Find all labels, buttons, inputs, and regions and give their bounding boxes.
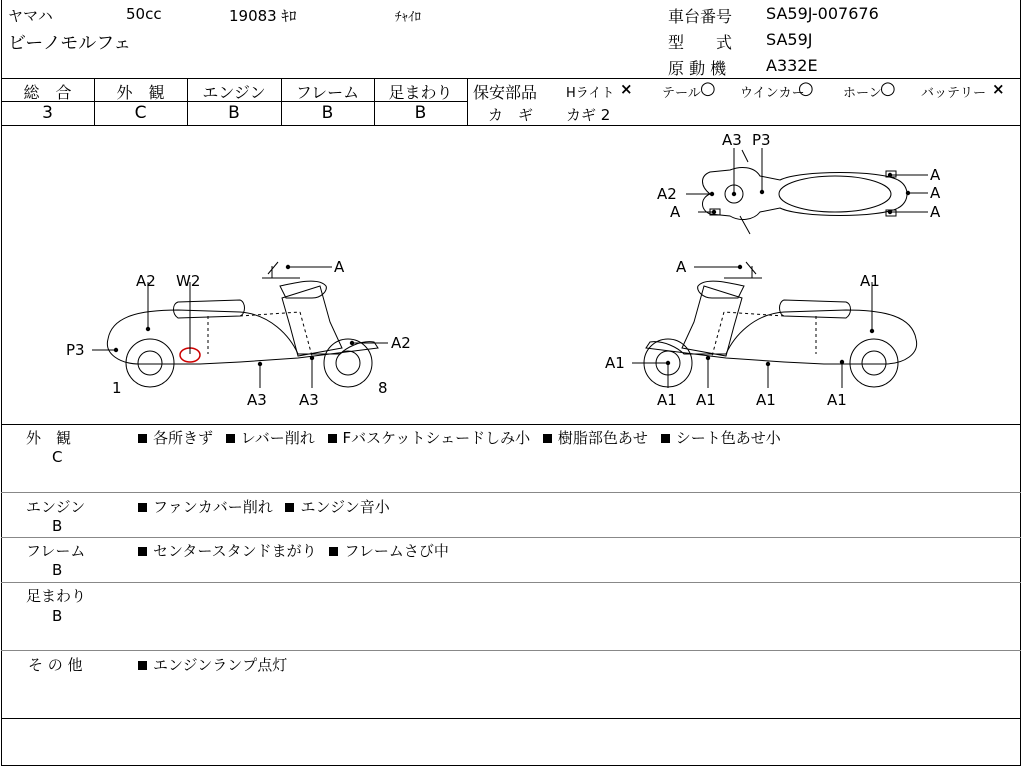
mark-left-a2-front: A2 bbox=[391, 334, 411, 352]
divider bbox=[1, 424, 1021, 425]
winker-mark: ○ bbox=[798, 78, 814, 99]
note-label-suspension: 足まわり bbox=[26, 587, 87, 605]
horn-label: ホーン bbox=[843, 86, 882, 101]
bullet-icon bbox=[138, 503, 147, 512]
mark-right-a1-wheel: A1 bbox=[657, 391, 677, 409]
mileage: 19083 ｷﾛ bbox=[229, 7, 297, 25]
headlight-mark: × bbox=[620, 80, 633, 98]
note-items-exterior bbox=[138, 427, 781, 448]
bullet-icon bbox=[138, 434, 147, 443]
note-items-engine bbox=[138, 496, 390, 517]
note-grade-exterior: C bbox=[52, 448, 63, 466]
horn-mark: ○ bbox=[880, 78, 896, 99]
safety-label: 保安部品 bbox=[473, 83, 538, 102]
divider bbox=[467, 78, 468, 125]
exterior-grade-label: 外 観 bbox=[116, 83, 165, 102]
bullet-icon bbox=[285, 503, 294, 512]
bullet-icon bbox=[138, 547, 147, 556]
note-grade-engine: B bbox=[52, 517, 63, 535]
displacement: 50cc bbox=[126, 5, 162, 23]
mark-top-a3: A3 bbox=[722, 131, 742, 149]
mark-right-a1-leg: A1 bbox=[696, 391, 716, 409]
mark-left-1: 1 bbox=[112, 379, 122, 397]
color: ﾁｬｲﾛ bbox=[395, 10, 421, 25]
bullet-icon bbox=[138, 661, 147, 670]
top-leaders bbox=[686, 148, 928, 212]
right-leaders bbox=[632, 267, 872, 388]
note-item: Fバスケットシェードしみ小 bbox=[342, 429, 531, 447]
mark-left-a2-seat: A2 bbox=[136, 272, 156, 290]
mark-left-w2: W2 bbox=[176, 272, 201, 290]
mark-top-a-rear3: A bbox=[930, 203, 941, 221]
note-item: シート色あせ小 bbox=[675, 429, 781, 447]
battery-mark: × bbox=[992, 80, 1005, 98]
suspension-grade-label: 足まわり bbox=[388, 83, 453, 102]
model-name: ビーノモルフェ bbox=[8, 33, 132, 54]
bullet-icon bbox=[543, 434, 552, 443]
engine-grade: B bbox=[228, 103, 240, 123]
note-item: センタースタンドまがり bbox=[153, 542, 317, 560]
bullet-icon bbox=[328, 434, 337, 443]
engine-label: 原 動 機 bbox=[668, 59, 727, 78]
mark-right-a-mirror: A bbox=[676, 258, 687, 276]
bullet-icon bbox=[329, 547, 338, 556]
total-grade: 3 bbox=[42, 103, 53, 123]
type: SA59J bbox=[766, 30, 813, 49]
mark-right-a1-seat: A1 bbox=[860, 272, 880, 290]
note-item: 樹脂部色あせ bbox=[557, 429, 648, 447]
note-item: ファンカバー削れ bbox=[153, 498, 273, 516]
mark-right-a1-front: A1 bbox=[605, 354, 625, 372]
note-label-exterior: 外 観 bbox=[26, 429, 72, 447]
total-grade-label: 総 合 bbox=[23, 83, 72, 102]
bullet-icon bbox=[226, 434, 235, 443]
note-item: 各所きず bbox=[153, 429, 214, 447]
note-items-other bbox=[138, 654, 287, 675]
mark-left-a3-floor: A3 bbox=[247, 391, 267, 409]
divider bbox=[1, 492, 1021, 493]
mark-top-p3: P3 bbox=[752, 131, 771, 149]
mark-left-a-mirror: A bbox=[334, 258, 345, 276]
mark-right-a1-rear: A1 bbox=[827, 391, 847, 409]
engine-grade-label: エンジン bbox=[202, 83, 266, 102]
type-label: 型 式 bbox=[668, 33, 733, 52]
frame-grade-label: フレーム bbox=[295, 83, 360, 102]
note-item: エンジン音小 bbox=[300, 498, 390, 516]
suspension-grade: B bbox=[414, 103, 427, 123]
divider bbox=[1, 650, 1021, 651]
frame-no: SA59J-007676 bbox=[766, 4, 879, 23]
mark-top-a-left: A bbox=[670, 203, 681, 221]
note-item: フレームさび中 bbox=[344, 542, 449, 560]
engine: A332E bbox=[766, 56, 818, 75]
divider bbox=[1, 78, 1021, 79]
mark-left-a3-front: A3 bbox=[299, 391, 319, 409]
mark-top-a2: A2 bbox=[657, 185, 677, 203]
winker-label: ウインカー bbox=[740, 86, 805, 101]
note-label-other: そ の 他 bbox=[28, 656, 83, 674]
mark-left-8: 8 bbox=[378, 379, 388, 397]
note-item: エンジンランプ点灯 bbox=[153, 656, 288, 674]
bullet-icon bbox=[661, 434, 670, 443]
battery-label: バッテリー bbox=[921, 86, 987, 101]
mark-top-a-rear1: A bbox=[930, 166, 941, 184]
mark-right-a1-floor: A1 bbox=[756, 391, 776, 409]
mark-left-p3: P3 bbox=[66, 341, 85, 359]
tail-mark: ○ bbox=[700, 78, 716, 99]
divider bbox=[1, 537, 1021, 538]
damage-diagram bbox=[0, 126, 1024, 424]
note-items-frame bbox=[138, 540, 449, 561]
divider bbox=[1, 582, 1021, 583]
maker: ヤマハ bbox=[8, 7, 53, 25]
mark-top-a-rear2: A bbox=[930, 184, 941, 202]
note-label-engine: エンジン bbox=[26, 498, 86, 516]
exterior-grade: C bbox=[134, 103, 147, 123]
key-count: カギ 2 bbox=[566, 106, 611, 124]
note-grade-frame: B bbox=[52, 561, 63, 579]
key-label: カ ギ bbox=[488, 106, 534, 124]
note-label-frame: フレーム bbox=[26, 542, 86, 560]
frame-no-label: 車台番号 bbox=[668, 7, 733, 26]
frame-grade: B bbox=[321, 103, 334, 123]
note-grade-suspension: B bbox=[52, 607, 63, 625]
tail-label: テール bbox=[662, 86, 701, 101]
note-item: レバー削れ bbox=[240, 429, 315, 447]
headlight-label: Hライト bbox=[566, 86, 615, 101]
divider bbox=[1, 718, 1021, 719]
